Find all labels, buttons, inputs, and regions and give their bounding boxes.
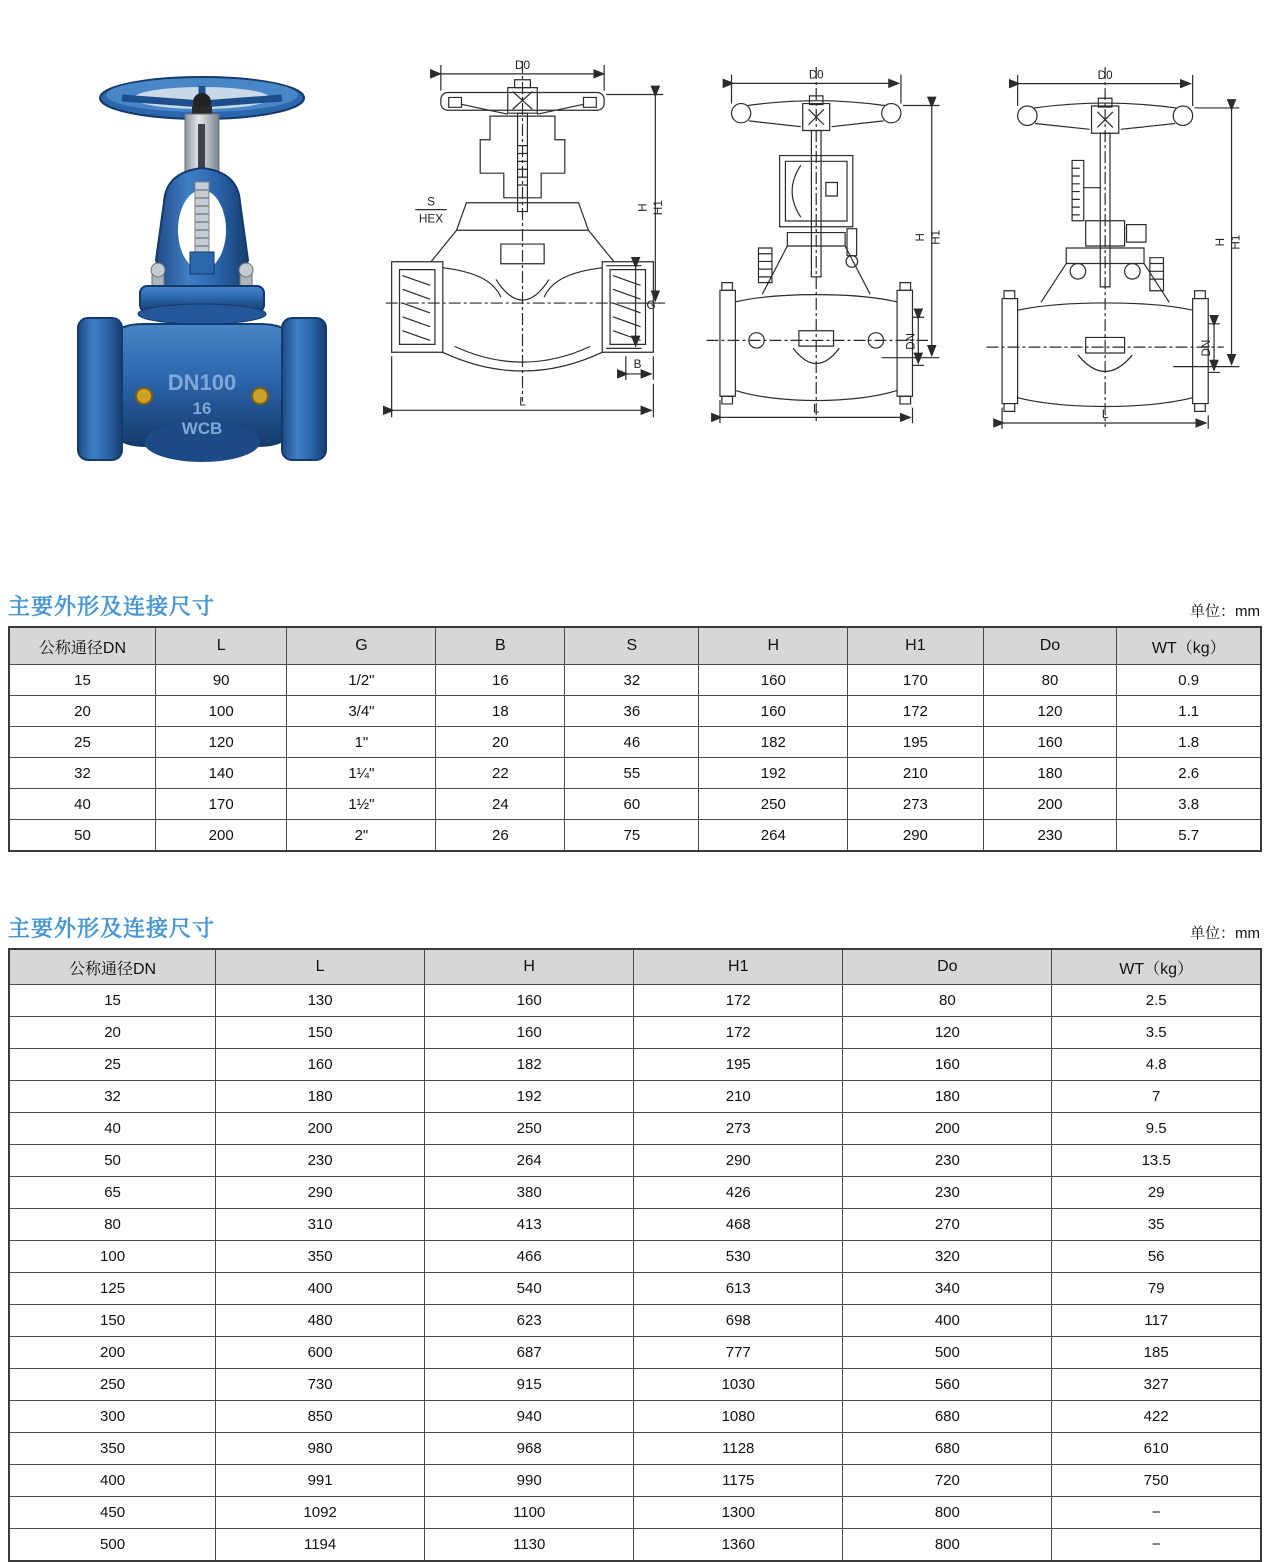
table-cell: 100	[155, 696, 286, 727]
table-cell: 120	[983, 696, 1117, 727]
table-cell: 100	[9, 1241, 216, 1273]
table-cell: 50	[9, 820, 155, 852]
table-row	[9, 1465, 1261, 1497]
column-header: H	[425, 949, 634, 985]
table-cell: 172	[848, 696, 983, 727]
table-cell: 2.5	[1052, 985, 1261, 1017]
table-cell: 140	[155, 758, 286, 789]
table-cell: 3/4"	[287, 696, 436, 727]
table-cell: 350	[9, 1433, 216, 1465]
table-cell: 9.5	[1052, 1113, 1261, 1145]
table-cell: 195	[634, 1049, 843, 1081]
table-row	[9, 789, 1261, 820]
table-cell: 623	[425, 1305, 634, 1337]
valve-yoke	[156, 168, 248, 287]
table-cell: 50	[9, 1145, 216, 1177]
table-cell: 25	[9, 727, 155, 758]
valve-product-photo	[52, 52, 352, 477]
table-cell: 7	[1052, 1081, 1261, 1113]
table-cell: 55	[565, 758, 699, 789]
table-cell: 687	[425, 1337, 634, 1369]
column-header: WT（kg）	[1117, 627, 1261, 665]
table-cell: 182	[699, 727, 848, 758]
dimension-B	[626, 356, 654, 380]
column-header: 公称通径DN	[9, 627, 155, 665]
table-row	[9, 1017, 1261, 1049]
table-cell: 264	[699, 820, 848, 852]
table-cell: 160	[843, 1049, 1052, 1081]
table-cell: 500	[9, 1529, 216, 1562]
label-DN: DN	[905, 332, 918, 350]
table-cell: 160	[425, 1017, 634, 1049]
table-cell: 32	[9, 758, 155, 789]
table-cell: 466	[425, 1241, 634, 1273]
table-cell: 350	[216, 1241, 425, 1273]
table-cell: 1/2"	[287, 665, 436, 696]
table-cell: 1360	[634, 1529, 843, 1562]
label-L: L	[813, 403, 820, 416]
dimension-G	[606, 266, 656, 349]
table-cell: 29	[1052, 1177, 1261, 1209]
table-cell: 413	[425, 1209, 634, 1241]
drawing-threaded-valve	[370, 52, 675, 442]
table-cell: 180	[216, 1081, 425, 1113]
table-cell: 32	[565, 665, 699, 696]
table-cell: 750	[1052, 1465, 1261, 1497]
label-L: L	[1101, 408, 1109, 422]
column-header: H	[699, 627, 848, 665]
drawing-flanged-valve-1	[693, 52, 951, 442]
table-cell: 20	[436, 727, 565, 758]
table-cell: 90	[155, 665, 286, 696]
table-cell: −	[1052, 1529, 1261, 1562]
table-row	[9, 1369, 1261, 1401]
table-cell: 182	[425, 1049, 634, 1081]
table-cell: 180	[843, 1081, 1052, 1113]
table-cell: 680	[843, 1433, 1052, 1465]
illustrations-row	[0, 0, 1270, 508]
section-1-unit-label: 单位：mm	[1190, 603, 1260, 620]
table-cell: 35	[1052, 1209, 1261, 1241]
table-cell: 15	[9, 985, 216, 1017]
table-cell: 400	[9, 1465, 216, 1497]
table-row	[9, 1145, 1261, 1177]
table-cell: 36	[565, 696, 699, 727]
label-H: H	[1213, 237, 1227, 247]
table-cell: 1030	[634, 1369, 843, 1401]
table-header-row	[9, 627, 1261, 665]
table-row	[9, 1241, 1261, 1273]
table-cell: 150	[9, 1305, 216, 1337]
table-cell: 1"	[287, 727, 436, 758]
table-cell: 1100	[425, 1497, 634, 1529]
table-row	[9, 1497, 1261, 1529]
label-H1: H1	[1229, 234, 1243, 250]
table-cell: 170	[848, 665, 983, 696]
table-cell: 160	[425, 985, 634, 1017]
table-cell: 290	[634, 1145, 843, 1177]
center-lines	[987, 67, 1224, 427]
table-row	[9, 1177, 1261, 1209]
dimension-D0	[1018, 69, 1193, 106]
table-cell: 1½"	[287, 789, 436, 820]
column-header: H1	[634, 949, 843, 985]
table-cell: 290	[848, 820, 983, 852]
label-S: S	[427, 194, 435, 209]
table-cell: 940	[425, 1401, 634, 1433]
table-cell: 250	[425, 1113, 634, 1145]
table-cell: 1130	[425, 1529, 634, 1562]
table-cell: 250	[699, 789, 848, 820]
table-cell: 195	[848, 727, 983, 758]
table-cell: 200	[843, 1113, 1052, 1145]
table-cell: 200	[155, 820, 286, 852]
table-cell: 800	[843, 1529, 1052, 1562]
column-header: S	[565, 627, 699, 665]
table-cell: 530	[634, 1241, 843, 1273]
table-cell: 80	[9, 1209, 216, 1241]
table-cell: 24	[436, 789, 565, 820]
table-cell: 3.8	[1117, 789, 1261, 820]
section-1-title: 主要外形及连接尺寸	[8, 594, 216, 619]
table-cell: 130	[216, 985, 425, 1017]
stem-and-actuator	[758, 131, 870, 295]
table-cell: 480	[216, 1305, 425, 1337]
label-H1: H1	[930, 229, 943, 245]
table-header-row	[9, 949, 1261, 985]
table-row	[9, 1209, 1261, 1241]
table-cell: 40	[9, 1113, 216, 1145]
table-cell: 15	[9, 665, 155, 696]
section-2-unit-label: 单位：mm	[1190, 925, 1260, 942]
table-cell: 468	[634, 1209, 843, 1241]
table-cell: 80	[983, 665, 1117, 696]
table-cell: 340	[843, 1273, 1052, 1305]
table-cell: 968	[425, 1433, 634, 1465]
table-cell: 1092	[216, 1497, 425, 1529]
table-cell: 850	[216, 1401, 425, 1433]
table-cell: 560	[843, 1369, 1052, 1401]
table-cell: 264	[425, 1145, 634, 1177]
table-cell: 1.8	[1117, 727, 1261, 758]
table-cell: 250	[9, 1369, 216, 1401]
label-H: H	[915, 233, 928, 242]
table-row	[9, 1113, 1261, 1145]
section-1-header	[8, 590, 1262, 621]
table-row	[9, 758, 1261, 789]
table-cell: 192	[699, 758, 848, 789]
column-header: Do	[843, 949, 1052, 985]
table-cell: 26	[436, 820, 565, 852]
column-header: B	[436, 627, 565, 665]
table-cell: 22	[436, 758, 565, 789]
table-cell: 1080	[634, 1401, 843, 1433]
table-cell: 1300	[634, 1497, 843, 1529]
label-S-HEX	[415, 195, 446, 226]
dimensions-section-1	[0, 590, 1270, 852]
column-header: Do	[983, 627, 1117, 665]
table-row	[9, 1049, 1261, 1081]
table-cell: 426	[634, 1177, 843, 1209]
table-row	[9, 696, 1261, 727]
table-cell: 230	[843, 1145, 1052, 1177]
table-cell: 1194	[216, 1529, 425, 1562]
column-header: G	[287, 627, 436, 665]
table-cell: 610	[1052, 1433, 1261, 1465]
table-cell: −	[1052, 1497, 1261, 1529]
section-2-title: 主要外形及连接尺寸	[8, 916, 216, 941]
table-cell: 1175	[634, 1465, 843, 1497]
dimensions-table-threaded	[8, 626, 1262, 852]
table-row	[9, 1337, 1261, 1369]
table-cell: 120	[843, 1017, 1052, 1049]
label-HEX: HEX	[418, 211, 444, 226]
table-cell: 1¼"	[287, 758, 436, 789]
table-row	[9, 985, 1261, 1017]
table-cell: 200	[9, 1337, 216, 1369]
table-cell: 500	[843, 1337, 1052, 1369]
column-header: WT（kg）	[1052, 949, 1261, 985]
table-cell: 680	[843, 1401, 1052, 1433]
table-cell: 380	[425, 1177, 634, 1209]
table-cell: 200	[216, 1113, 425, 1145]
table-row	[9, 1529, 1261, 1562]
table-cell: 16	[436, 665, 565, 696]
table-row	[9, 727, 1261, 758]
table-cell: 160	[983, 727, 1117, 758]
table-cell: 320	[843, 1241, 1052, 1273]
table-cell: 800	[843, 1497, 1052, 1529]
table-cell: 20	[9, 696, 155, 727]
table-cell: 273	[848, 789, 983, 820]
table-cell: 4.8	[1052, 1049, 1261, 1081]
table-row	[9, 665, 1261, 696]
table-cell: 0.9	[1117, 665, 1261, 696]
table-cell: 400	[843, 1305, 1052, 1337]
table-cell: 5.7	[1117, 820, 1261, 852]
drawing-flanged-valve-2	[969, 52, 1251, 442]
table-cell: 730	[216, 1369, 425, 1401]
table-cell: 230	[843, 1177, 1052, 1209]
table-cell: 172	[634, 1017, 843, 1049]
table-cell: 40	[9, 789, 155, 820]
table-cell: 160	[216, 1049, 425, 1081]
label-D0: D0	[808, 69, 824, 82]
table-cell: 65	[9, 1177, 216, 1209]
dimension-DN	[1200, 324, 1220, 373]
label-B: B	[633, 357, 642, 372]
table-cell: 310	[216, 1209, 425, 1241]
table-cell: 79	[1052, 1273, 1261, 1305]
table-cell: 18	[436, 696, 565, 727]
table-cell: 400	[216, 1273, 425, 1305]
table-cell: 200	[983, 789, 1117, 820]
table-row	[9, 1305, 1261, 1337]
table-cell: 980	[216, 1433, 425, 1465]
table-cell: 3.5	[1052, 1017, 1261, 1049]
table-cell: 1128	[634, 1433, 843, 1465]
table-cell: 160	[699, 696, 848, 727]
table-cell: 990	[425, 1465, 634, 1497]
table-row	[9, 820, 1261, 852]
label-L: L	[519, 394, 526, 409]
table-cell: 185	[1052, 1337, 1261, 1369]
table-cell: 25	[9, 1049, 216, 1081]
table-cell: 125	[9, 1273, 216, 1305]
center-lines	[386, 61, 661, 401]
table-cell: 56	[1052, 1241, 1261, 1273]
table-cell: 192	[425, 1081, 634, 1113]
table-cell: 75	[565, 820, 699, 852]
table-cell: 172	[634, 985, 843, 1017]
table-cell: 46	[565, 727, 699, 758]
table-cell: 120	[155, 727, 286, 758]
table-cell: 117	[1052, 1305, 1261, 1337]
label-D0: D0	[514, 57, 531, 72]
label-D0: D0	[1097, 68, 1113, 82]
table-cell: 273	[634, 1113, 843, 1145]
table-cell: 32	[9, 1081, 216, 1113]
dimensions-table-flanged	[8, 948, 1262, 1562]
table-row	[9, 1433, 1261, 1465]
label-H: H	[635, 203, 650, 212]
table-cell: 150	[216, 1017, 425, 1049]
table-cell: 1.1	[1117, 696, 1261, 727]
label-H1: H1	[651, 200, 666, 216]
table-cell: 180	[983, 758, 1117, 789]
table-cell: 230	[216, 1145, 425, 1177]
center-lines	[706, 67, 927, 423]
table-cell: 540	[425, 1273, 634, 1305]
table-cell: 210	[634, 1081, 843, 1113]
table-cell: 720	[843, 1465, 1052, 1497]
table-cell: 2"	[287, 820, 436, 852]
table-cell: 698	[634, 1305, 843, 1337]
section-2-header	[8, 912, 1262, 943]
table-cell: 230	[983, 820, 1117, 852]
table-cell: 600	[216, 1337, 425, 1369]
table-cell: 613	[634, 1273, 843, 1305]
table-cell: 422	[1052, 1401, 1261, 1433]
label-G: G	[646, 297, 656, 312]
table-cell: 450	[9, 1497, 216, 1529]
table-cell: 290	[216, 1177, 425, 1209]
table-cell: 80	[843, 985, 1052, 1017]
table-cell: 327	[1052, 1369, 1261, 1401]
column-header: L	[155, 627, 286, 665]
table-row	[9, 1273, 1261, 1305]
table-cell: 2.6	[1117, 758, 1261, 789]
dimensions-section-2	[0, 912, 1270, 1562]
table-cell: 170	[155, 789, 286, 820]
label-DN: DN	[1200, 339, 1214, 357]
table-cell: 915	[425, 1369, 634, 1401]
table-cell: 210	[848, 758, 983, 789]
table-cell: 20	[9, 1017, 216, 1049]
column-header: L	[216, 949, 425, 985]
column-header: H1	[848, 627, 983, 665]
marking-dn: DN100	[167, 370, 237, 395]
table-cell: 160	[699, 665, 848, 696]
table-cell: 270	[843, 1209, 1052, 1241]
marking-material: WCB	[181, 419, 223, 438]
table-row	[9, 1081, 1261, 1113]
table-cell: 60	[565, 789, 699, 820]
column-header: 公称通径DN	[9, 949, 216, 985]
table-cell: 991	[216, 1465, 425, 1497]
table-row	[9, 1401, 1261, 1433]
table-cell: 777	[634, 1337, 843, 1369]
table-cell: 13.5	[1052, 1145, 1261, 1177]
marking-pn: 16	[192, 399, 212, 418]
table-cell: 300	[9, 1401, 216, 1433]
